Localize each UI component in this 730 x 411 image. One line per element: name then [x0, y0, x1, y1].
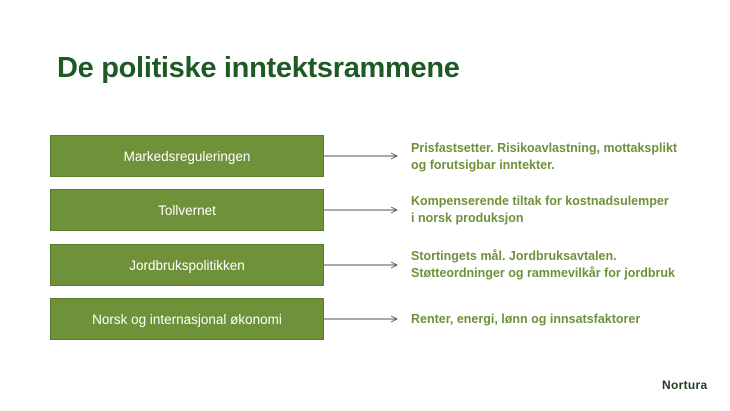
description-line: Kompenserende tiltak for kostnadsulemper — [411, 194, 669, 208]
arrow-right-icon — [324, 259, 402, 271]
slide-title: De politiske inntektsrammene — [57, 52, 460, 84]
box-tollvernet: Tollvernet — [50, 189, 324, 231]
arrow-right-icon — [324, 313, 402, 325]
description-tollvernet — [411, 193, 711, 227]
description-norsk-og-internasjonal-okonomi — [411, 311, 711, 328]
row-tollvernet — [0, 189, 730, 233]
description-line: Prisfastsetter. Risikoavlastning, mottaksplikt — [411, 141, 678, 155]
description-line: Støtteordninger og rammevilkår for jordbruk — [411, 266, 675, 280]
arrow-right-icon — [324, 204, 402, 216]
row-norsk-og-internasjonal-okonomi — [0, 298, 730, 342]
box-norsk-og-internasjonal-okonomi: Norsk og internasjonal økonomi — [50, 298, 324, 340]
description-markedsreguleringen — [411, 140, 711, 174]
nortura-logo: Nortura — [662, 378, 708, 392]
description-line: Renter, energi, lønn og innsatsfaktorer — [411, 312, 641, 326]
arrow-right-icon — [324, 150, 402, 162]
description-jordbrukspolitikken — [411, 248, 711, 282]
description-line: og forutsigbar inntekter. — [411, 158, 555, 172]
row-jordbrukspolitikken — [0, 244, 730, 288]
box-markedsreguleringen: Markedsreguleringen — [50, 135, 324, 177]
description-line: i norsk produksjon — [411, 211, 524, 225]
description-line: Stortingets mål. Jordbruksavtalen. — [411, 249, 617, 263]
row-markedsreguleringen — [0, 135, 730, 179]
box-jordbrukspolitikken: Jordbrukspolitikken — [50, 244, 324, 286]
